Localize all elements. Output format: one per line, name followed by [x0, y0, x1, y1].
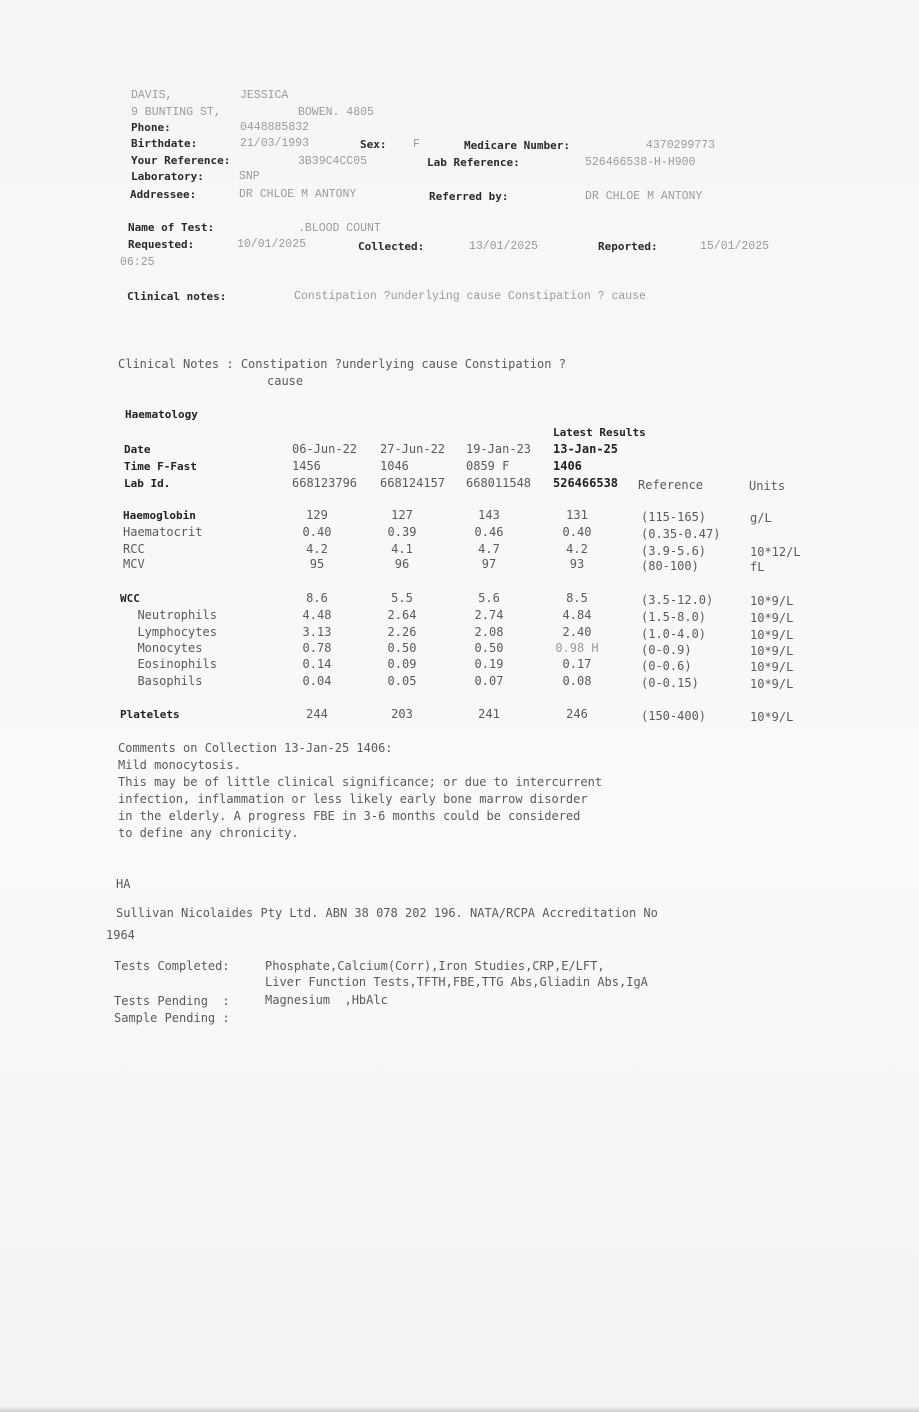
result-value: 8.6	[306, 591, 328, 605]
sex-label: Sex:	[360, 138, 387, 151]
row-label: Haematocrit	[123, 525, 203, 539]
patient-town: BOWEN. 4805	[298, 106, 374, 119]
birthdate-value: 21/03/1993	[240, 137, 310, 150]
row-label: Monocytes	[123, 641, 203, 655]
reported-label: Reported:	[598, 240, 658, 253]
result-value: 5.6	[478, 591, 500, 605]
result-value: 129	[306, 508, 328, 522]
col4-lab-id: 526466538	[553, 476, 619, 490]
col2-time: 1046	[380, 459, 409, 473]
result-value: 0.14	[302, 657, 332, 671]
report-clinical-notes-line2: cause	[267, 374, 304, 388]
result-value: 2.26	[387, 625, 417, 639]
row-label: Basophils	[123, 674, 203, 688]
result-value: 143	[478, 508, 500, 522]
result-value: 131	[566, 508, 588, 522]
unit: 10*9/L	[750, 628, 794, 642]
col1-date: 06-Jun-22	[292, 442, 358, 456]
reference-range: (1.5-8.0)	[641, 610, 707, 624]
result-value: 246	[566, 707, 588, 721]
row-label: Lymphocytes	[123, 625, 217, 639]
result-value: 0.39	[387, 525, 417, 539]
result-value: 2.40	[562, 625, 592, 639]
result-value: 0.19	[474, 657, 504, 671]
result-value: 127	[391, 508, 413, 522]
result-value: 0.46	[474, 525, 504, 539]
clinical-notes-value: Constipation ?underlying cause Constipation ? cause	[294, 290, 646, 303]
row-label: Platelets	[120, 708, 180, 721]
unit: 10*9/L	[750, 677, 794, 691]
result-value: 5.5	[391, 591, 413, 605]
result-value: 4.1	[391, 542, 413, 556]
reference-heading: Reference	[638, 478, 704, 492]
row-label: Eosinophils	[123, 657, 217, 671]
section-title: Haematology	[125, 408, 198, 421]
birthdate-label: Birthdate:	[131, 137, 198, 150]
requested-value: 10/01/2025	[237, 238, 307, 251]
row-label: WCC	[120, 592, 140, 605]
row-label: MCV	[123, 557, 145, 571]
addressee-label: Addressee:	[130, 188, 197, 201]
initials: HA	[116, 877, 131, 891]
reference-range: (3.9-5.6)	[641, 544, 707, 558]
col3-date: 19-Jan-23	[466, 442, 532, 456]
sex-value: F	[413, 138, 420, 151]
reference-range: (0.35-0.47)	[641, 527, 721, 541]
report-clinical-notes-line1: Clinical Notes : Constipation ?underlying cause Constipation ?	[118, 357, 566, 371]
result-value: 0.17	[562, 657, 592, 671]
phone-value: 0448885832	[240, 121, 310, 134]
latest-results-heading: Latest Results	[553, 426, 646, 439]
comment-line: to define any chronicity.	[118, 826, 299, 840]
result-value: 96	[394, 557, 410, 571]
your-reference-label: Your Reference:	[131, 154, 231, 167]
reference-range: (80-100)	[641, 559, 699, 573]
reference-range: (0-0.15)	[641, 676, 699, 690]
result-value: 3.13	[302, 625, 332, 639]
reference-range: (3.5-12.0)	[641, 593, 714, 607]
tests-completed-line2: Liver Function Tests,TFTH,FBE,TTG Abs,Gliadin Abs,IgA	[265, 975, 648, 989]
result-value: 8.5	[566, 591, 588, 605]
addressee-value: DR CHLOE M ANTONY	[239, 188, 357, 201]
tests-pending-value: Magnesium ,HbAlc	[265, 993, 388, 1007]
col3-time: 0859 F	[466, 459, 510, 473]
page-bottom-edge	[0, 1406, 919, 1412]
result-value: 2.74	[474, 608, 504, 622]
result-value: 2.08	[474, 625, 504, 639]
tests-pending-label: Tests Pending :	[114, 994, 230, 1008]
result-value: 2.64	[387, 608, 417, 622]
reported-time: 06:25	[120, 256, 155, 269]
unit: 10*9/L	[750, 660, 794, 674]
col4-date: 13-Jan-25	[553, 442, 619, 456]
comment-line: in the elderly. A progress FBE in 3-6 months could be considered	[118, 809, 581, 823]
lab-reference-value: 526466538-H-H900	[585, 156, 696, 169]
comment-line: This may be of little clinical significance; or due to intercurrent	[118, 775, 603, 789]
referred-by-value: DR CHLOE M ANTONY	[585, 190, 703, 203]
referred-by-label: Referred by:	[429, 190, 509, 203]
result-value: 0.78	[302, 641, 332, 655]
clinical-notes-label: Clinical notes:	[127, 290, 227, 303]
lab-reference-label: Lab Reference:	[427, 156, 520, 169]
lab-id-label: Lab Id.	[124, 477, 171, 490]
result-value: 0.98 H	[555, 641, 599, 655]
laboratory-value: SNP	[239, 170, 260, 183]
patient-last-name: DAVIS,	[131, 89, 173, 102]
result-value: 4.7	[478, 542, 500, 556]
row-label: Haemoglobin	[123, 509, 196, 522]
result-value: 0.50	[474, 641, 504, 655]
date-label: Date	[124, 443, 151, 456]
unit: fL	[750, 560, 765, 574]
reference-range: (0-0.9)	[641, 643, 692, 657]
tests-completed-label: Tests Completed:	[114, 959, 230, 973]
medicare-label: Medicare Number:	[464, 139, 570, 152]
sample-pending-label: Sample Pending :	[114, 1011, 230, 1025]
comment-line: Mild monocytosis.	[118, 758, 241, 772]
row-label: Neutrophils	[123, 608, 217, 622]
result-value: 0.04	[302, 674, 332, 688]
col3-lab-id: 668011548	[466, 476, 532, 490]
requested-label: Requested:	[128, 238, 195, 251]
patient-street: 9 BUNTING ST,	[131, 106, 221, 119]
lab-accreditation-line1: Sullivan Nicolaides Pty Ltd. ABN 38 078 202 196. NATA/RCPA Accreditation No	[116, 906, 658, 920]
unit: 10*9/L	[750, 644, 794, 658]
col1-time: 1456	[292, 459, 321, 473]
name-of-test-value: .BLOOD COUNT	[298, 222, 381, 235]
result-value: 0.40	[302, 525, 332, 539]
col2-date: 27-Jun-22	[380, 442, 446, 456]
result-value: 241	[478, 707, 500, 721]
comment-line: Comments on Collection 13-Jan-25 1406:	[118, 741, 393, 755]
reference-range: (150-400)	[641, 709, 707, 723]
result-value: 0.40	[562, 525, 592, 539]
comment-line: infection, inflammation or less likely early bone marrow disorder	[118, 792, 588, 806]
laboratory-label: Laboratory:	[131, 170, 204, 183]
units-heading: Units	[749, 479, 786, 493]
col2-lab-id: 668124157	[380, 476, 446, 490]
unit: 10*12/L	[750, 545, 801, 559]
result-value: 0.07	[474, 674, 504, 688]
result-value: 4.2	[566, 542, 588, 556]
name-of-test-label: Name of Test:	[128, 221, 215, 234]
lab-accreditation-line2: 1964	[106, 928, 135, 942]
result-value: 0.09	[387, 657, 417, 671]
unit: 10*9/L	[750, 710, 794, 724]
tests-completed-line1: Phosphate,Calcium(Corr),Iron Studies,CRP,E/LFT,	[265, 959, 605, 973]
reference-range: (115-165)	[641, 510, 707, 524]
result-value: 0.05	[387, 674, 417, 688]
col4-time: 1406	[553, 459, 582, 473]
row-label: RCC	[123, 542, 145, 556]
result-value: 0.50	[387, 641, 417, 655]
result-value: 97	[481, 557, 497, 571]
result-value: 244	[306, 707, 328, 721]
medicare-value: 4370299773	[646, 139, 716, 152]
reference-range: (0-0.6)	[641, 659, 692, 673]
result-value: 95	[309, 557, 325, 571]
collected-label: Collected:	[358, 240, 425, 253]
unit: g/L	[750, 511, 772, 525]
result-value: 0.08	[562, 674, 592, 688]
result-value: 4.2	[306, 542, 328, 556]
collected-value: 13/01/2025	[469, 240, 539, 253]
your-reference-value: 3B39C4CC05	[298, 155, 368, 168]
unit: 10*9/L	[750, 594, 794, 608]
result-value: 203	[391, 707, 413, 721]
time-label: Time F-Fast	[124, 460, 197, 473]
reference-range: (1.0-4.0)	[641, 627, 707, 641]
result-value: 93	[569, 557, 585, 571]
result-value: 4.84	[562, 608, 592, 622]
col1-lab-id: 668123796	[292, 476, 358, 490]
result-value: 4.48	[302, 608, 332, 622]
unit: 10*9/L	[750, 611, 794, 625]
phone-label: Phone:	[131, 121, 171, 134]
reported-value: 15/01/2025	[700, 240, 770, 253]
patient-first-name: JESSICA	[240, 89, 289, 102]
